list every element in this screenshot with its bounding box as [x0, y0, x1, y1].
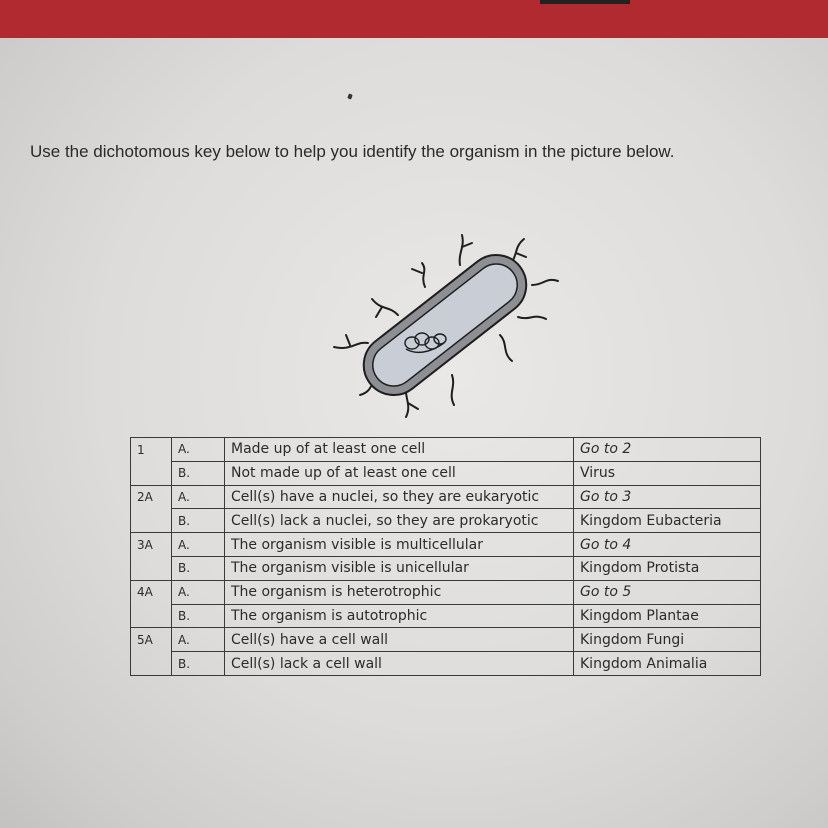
dichotomous-key-table: [130, 437, 761, 676]
key-row: [131, 485, 761, 509]
key-description: Cell(s) have a nuclei, so they are eukaryotic: [225, 485, 574, 509]
key-result: Virus: [574, 461, 761, 485]
key-choice: A.: [172, 533, 225, 557]
key-result: Go to 5: [574, 580, 761, 604]
key-row: [131, 509, 761, 533]
key-step: 4A: [131, 580, 172, 604]
key-choice: A.: [172, 438, 225, 462]
key-description: The organism is autotrophic: [225, 604, 574, 628]
key-result: Go to 2: [574, 438, 761, 462]
key-row: [131, 580, 761, 604]
key-step: [131, 509, 172, 533]
key-step: 3A: [131, 533, 172, 557]
key-row: [131, 533, 761, 557]
key-result: Go to 3: [574, 485, 761, 509]
key-step: [131, 652, 172, 676]
bar-notch: [540, 0, 630, 4]
top-red-bar: [0, 0, 828, 38]
key-description: The organism is heterotrophic: [225, 580, 574, 604]
key-step: 1: [131, 438, 172, 462]
key-row: [131, 556, 761, 580]
key-choice: A.: [172, 485, 225, 509]
key-choice: A.: [172, 580, 225, 604]
key-result: Kingdom Animalia: [574, 652, 761, 676]
organism-picture: [320, 225, 560, 425]
key-step: [131, 556, 172, 580]
key-description: Not made up of at least one cell: [225, 461, 574, 485]
key-result: Kingdom Protista: [574, 556, 761, 580]
key-row: [131, 604, 761, 628]
key-row: [131, 438, 761, 462]
key-row: [131, 652, 761, 676]
key-description: Cell(s) lack a nuclei, so they are prokaryotic: [225, 509, 574, 533]
bacterium-icon: [320, 225, 560, 420]
key-choice: B.: [172, 556, 225, 580]
key-result: Go to 4: [574, 533, 761, 557]
key-result: Kingdom Eubacteria: [574, 509, 761, 533]
key-row: [131, 628, 761, 652]
key-choice: B.: [172, 604, 225, 628]
key-result: Kingdom Fungi: [574, 628, 761, 652]
key-step: 2A: [131, 485, 172, 509]
instruction-text: Use the dichotomous key below to help you identify the organism in the picture below.: [30, 142, 675, 161]
key-step: 5A: [131, 628, 172, 652]
key-step: [131, 604, 172, 628]
key-description: Cell(s) have a cell wall: [225, 628, 574, 652]
stray-mark: [347, 93, 352, 99]
key-choice: B.: [172, 509, 225, 533]
key-description: Made up of at least one cell: [225, 438, 574, 462]
key-description: The organism visible is unicellular: [225, 556, 574, 580]
key-choice: A.: [172, 628, 225, 652]
key-step: [131, 461, 172, 485]
key-result: Kingdom Plantae: [574, 604, 761, 628]
key-row: [131, 461, 761, 485]
key-description: Cell(s) lack a cell wall: [225, 652, 574, 676]
key-choice: B.: [172, 652, 225, 676]
key-choice: B.: [172, 461, 225, 485]
key-description: The organism visible is multicellular: [225, 533, 574, 557]
